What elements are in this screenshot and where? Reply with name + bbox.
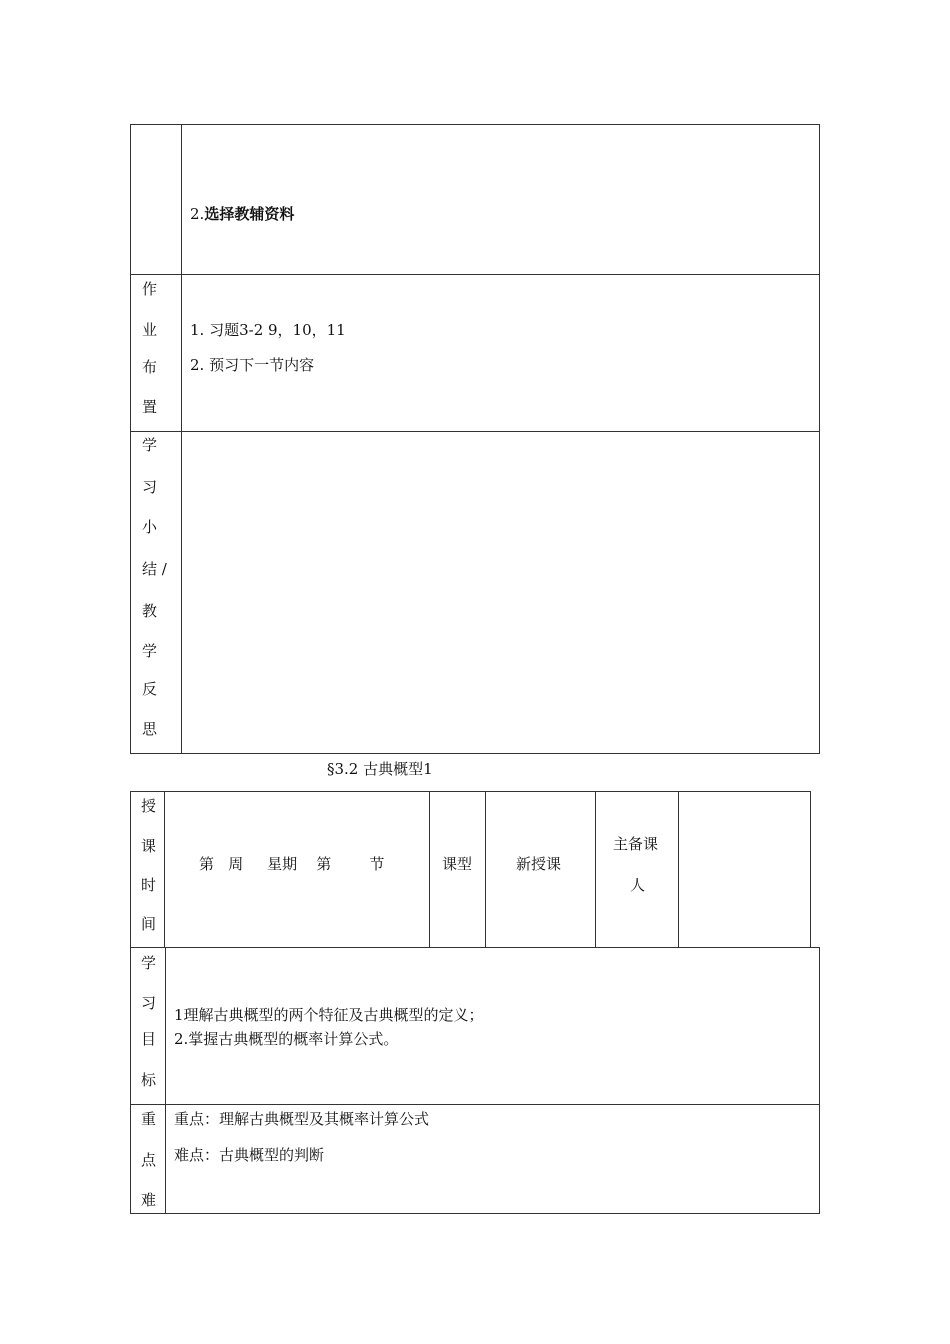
teaching-material-item: 2.选择教辅资料: [190, 205, 295, 223]
homework-item: 1. 习题3-2 9，10，11: [190, 321, 346, 339]
preparer-label-line: 人: [630, 876, 646, 894]
goals-label-char: 目: [141, 1030, 157, 1048]
summary-label-char: 教: [142, 602, 158, 620]
goals-label-char: 标: [141, 1071, 157, 1089]
goal-item: 2.掌握古典概型的概率计算公式。: [174, 1030, 399, 1048]
time-label-char: 授: [141, 797, 157, 815]
homework-label-char: 布: [142, 358, 158, 376]
preparer-label-line: 主备课: [613, 835, 659, 853]
goals-row: [130, 947, 820, 1105]
summary-label-char: 学: [142, 642, 158, 660]
lesson-title: §3.2 古典概型1: [327, 760, 433, 778]
homework-label-char: 作: [142, 280, 158, 298]
type-label-cell: [429, 791, 486, 948]
time-label-char: 课: [141, 837, 157, 855]
goal-item: 1理解古典概型的两个特征及古典概型的定义；: [174, 1006, 484, 1024]
time-value-cell: [164, 791, 430, 948]
key-label-char: 点: [141, 1151, 157, 1169]
homework-label-char: 业: [142, 321, 158, 339]
preparer-value-cell: [678, 791, 811, 948]
homework-item: 2. 预习下一节内容: [190, 356, 315, 374]
key-label-char: 重: [141, 1110, 157, 1128]
goals-label-char: 学: [141, 954, 157, 972]
summary-label-char: 思: [142, 720, 158, 738]
time-label-cell: [130, 791, 165, 948]
key-points-divider: [165, 1105, 166, 1213]
summary-label-char: 小: [142, 518, 158, 536]
time-value: 第 周 星期 第 节: [199, 855, 385, 873]
goals-label-char: 习: [141, 994, 157, 1012]
summary-label-char: 反: [142, 680, 158, 698]
row-divider-1: [131, 274, 819, 275]
homework-label-char: 置: [142, 398, 158, 416]
homework-table: [130, 124, 820, 754]
type-label: 课型: [442, 855, 473, 873]
key-point-item: 重点：理解古典概型及其概率计算公式: [174, 1110, 430, 1128]
summary-label-char: 结 /: [142, 560, 167, 578]
type-value: 新授课: [516, 855, 562, 873]
goals-divider: [165, 948, 166, 1104]
time-label-char: 间: [141, 915, 157, 933]
key-label-char: 难: [141, 1191, 157, 1209]
difficulty-item: 难点：古典概型的判断: [174, 1146, 325, 1164]
key-points-row: [130, 1104, 820, 1214]
row-divider-2: [131, 431, 819, 432]
type-value-cell: [485, 791, 596, 948]
time-label-char: 时: [141, 876, 157, 894]
label-column-divider: [181, 125, 182, 753]
summary-label-char: 学: [142, 436, 158, 454]
summary-label-char: 习: [142, 478, 158, 496]
preparer-label-cell: [595, 791, 679, 948]
